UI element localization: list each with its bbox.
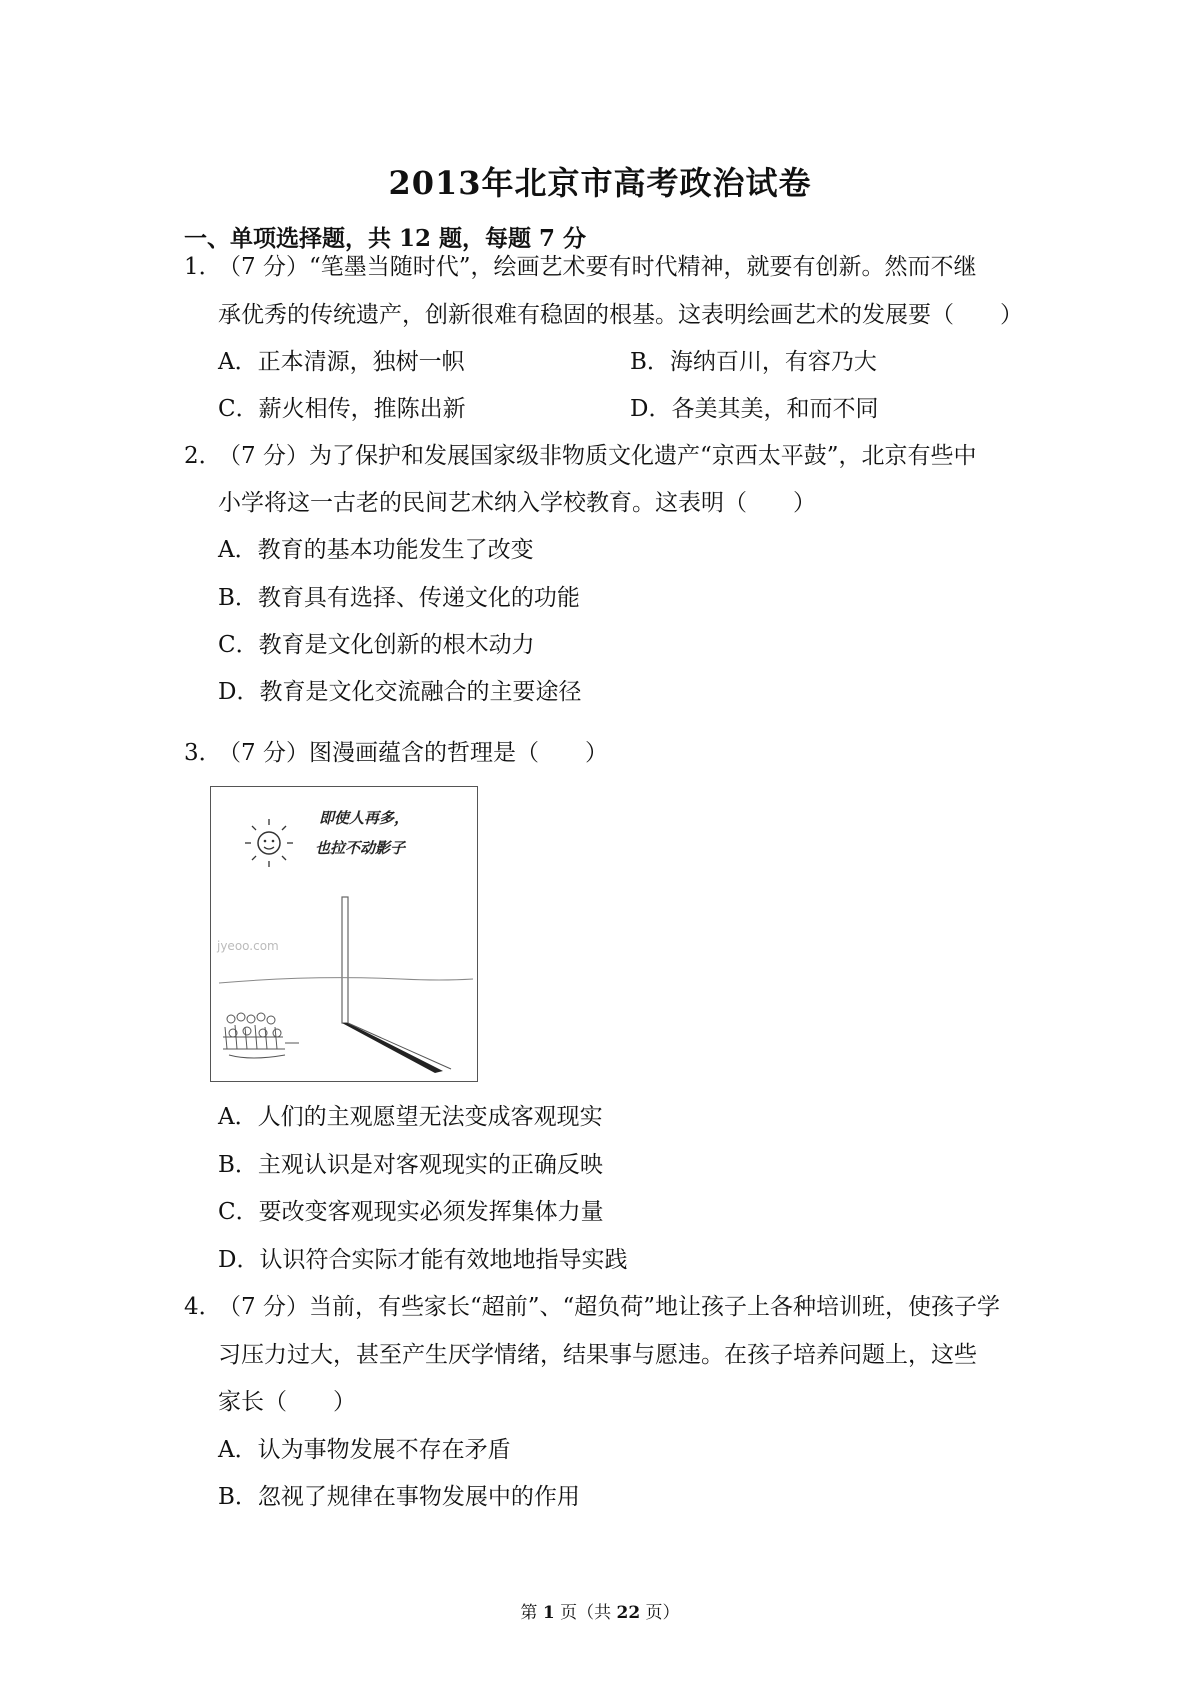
option-label: D．: [218, 1247, 260, 1273]
option-a[interactable]: [218, 347, 465, 377]
question-text-line: 家长（ ）: [218, 1389, 356, 1415]
option-label: B．: [630, 349, 670, 375]
option-a[interactable]: [218, 535, 534, 565]
option-text: 教育是文化创新的根木动力: [258, 632, 535, 658]
option-text: 认为事物发展不存在矛盾: [257, 1437, 511, 1463]
option-label: B．: [218, 1484, 258, 1510]
option-label: C．: [218, 396, 259, 422]
option-c[interactable]: [218, 394, 466, 424]
cartoon-caption-line2: 也拉不动影子: [315, 839, 406, 857]
option-text: 主观认识是对客观现实的正确反映: [257, 1152, 603, 1178]
option-text: 海纳百川，有容乃大: [669, 349, 877, 375]
page-title: 2013年北京市高考政治试卷: [388, 164, 812, 202]
option-text: 忽视了规律在事物发展中的作用: [257, 1484, 580, 1510]
option-d[interactable]: [630, 394, 878, 424]
option-label: B．: [218, 585, 258, 611]
option-b[interactable]: [218, 1482, 580, 1512]
option-label: B．: [218, 1152, 258, 1178]
option-b[interactable]: [630, 347, 877, 377]
option-label: D．: [630, 396, 672, 422]
question-number: 1．: [184, 254, 222, 280]
footer-prefix: 第: [520, 1603, 543, 1623]
option-text: 认识符合实际才能有效地地指导实践: [259, 1247, 628, 1273]
pole: [342, 897, 348, 1023]
question-text-line: 承优秀的传统遗产，创新很难有稳固的根基。这表明绘画艺术的发展要（ ）: [218, 302, 1023, 328]
footer-suffix: 页）: [640, 1603, 680, 1623]
option-text: 人们的主观愿望无法变成客观现实: [257, 1104, 603, 1130]
pole-shadow: [342, 1023, 451, 1073]
option-text: 薪火相传，推陈出新: [258, 396, 466, 422]
option-text: 正本清源，独树一帜: [257, 349, 465, 375]
option-label: D．: [218, 679, 260, 705]
crowd: [223, 1013, 285, 1058]
option-d[interactable]: [218, 677, 581, 707]
option-a[interactable]: [218, 1435, 511, 1465]
question-text-line: （7 分）“笔墨当随时代”，绘画艺术要有时代精神，就要有创新。然而不继: [218, 254, 977, 280]
option-label: C．: [218, 632, 259, 658]
option-label: A．: [218, 537, 258, 563]
option-text: 各美其美，和而不同: [671, 396, 879, 422]
page-footer: [0, 1598, 1200, 1623]
watermark: jyeoo.com: [217, 939, 279, 953]
option-d[interactable]: [218, 1245, 627, 1275]
option-c[interactable]: [218, 630, 535, 660]
option-text: 教育是文化交流融合的主要途径: [259, 679, 582, 705]
option-b[interactable]: [218, 583, 580, 613]
question-number: 4．: [184, 1294, 222, 1320]
question-number: 3．: [184, 740, 222, 766]
option-label: A．: [218, 1104, 258, 1130]
cartoon-drawing: [211, 787, 479, 1083]
option-label: C．: [218, 1199, 259, 1225]
section-heading: 一、单项选择题，共 12 题，每题 7 分: [184, 225, 587, 252]
option-c[interactable]: [218, 1197, 604, 1227]
option-text: 教育具有选择、传递文化的功能: [257, 585, 580, 611]
question-text-line: （7 分）当前，有些家长“超前”、“超负荷”地让孩子上各种培训班，使孩子学: [218, 1294, 1000, 1320]
option-text: 要改变客观现实必须发挥集体力量: [258, 1199, 604, 1225]
question-number: 2．: [184, 443, 222, 469]
option-label: A．: [218, 349, 258, 375]
option-a[interactable]: [218, 1102, 603, 1132]
question-text-line: （7 分）图漫画蕴含的哲理是（ ）: [218, 740, 608, 766]
question-text-line: （7 分）为了保护和发展国家级非物质文化遗产“京西太平鼓”，北京有些中: [218, 443, 977, 469]
question-text-line: 小学将这一古老的民间艺术纳入学校教育。这表明（ ）: [218, 490, 816, 516]
cartoon-caption-line1: 即使人再多，: [319, 809, 410, 827]
option-text: 教育的基本功能发生了改变: [257, 537, 534, 563]
question-text-line: 习压力过大，甚至产生厌学情绪，结果事与愿违。在孩子培养问题上，这些: [218, 1342, 977, 1368]
footer-middle: 页（共: [554, 1603, 617, 1623]
footer-page-number: 1: [542, 1603, 555, 1623]
cartoon-image: [210, 786, 478, 1082]
option-b[interactable]: [218, 1150, 603, 1180]
sun-icon: [245, 819, 293, 867]
footer-total-pages: 22: [616, 1603, 641, 1623]
option-label: A．: [218, 1437, 258, 1463]
